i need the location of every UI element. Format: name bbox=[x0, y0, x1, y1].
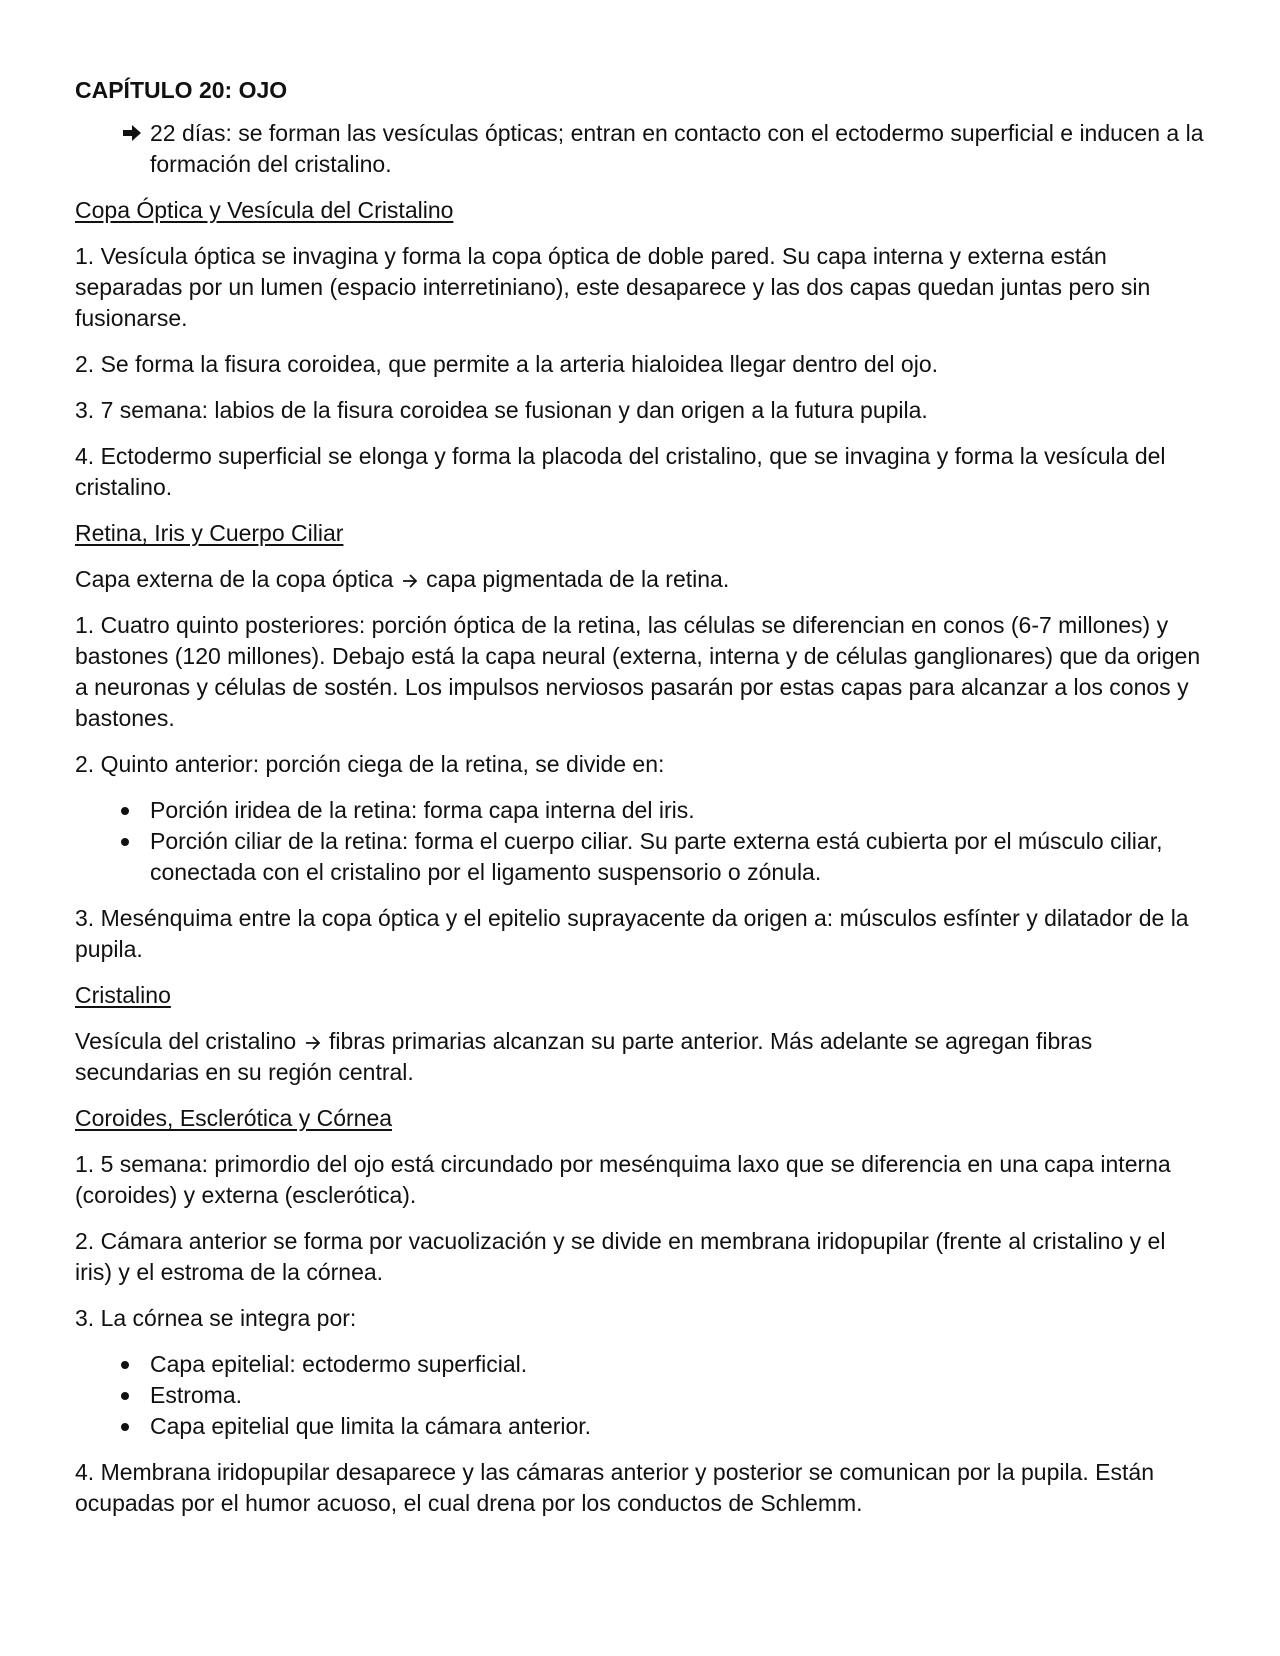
bullet-icon bbox=[75, 1411, 150, 1442]
cristalino-text-a: Vesícula del cristalino bbox=[75, 1028, 297, 1054]
section-heading-retina: Retina, Iris y Cuerpo Ciliar bbox=[75, 520, 344, 546]
coroides-bullet-list bbox=[75, 1349, 1205, 1442]
coroides-paragraph-4: 4. Membrana iridopupilar desaparece y las cámaras anterior y posterior se comunican por la pupila. Están ocupadas por el humor acuoso, el cual drena por los conductos de Schlemm. bbox=[75, 1459, 1154, 1516]
copa-paragraph-4: 4. Ectodermo superficial se elonga y forma la placoda del cristalino, que se invagina y forma la vesícula del cristalino. bbox=[75, 443, 1166, 500]
section-heading-coroides: Coroides, Esclerótica y Córnea bbox=[75, 1105, 393, 1131]
bullet-icon bbox=[75, 795, 150, 826]
list-item: Estroma. bbox=[75, 1380, 1205, 1411]
retina-bullet-list bbox=[75, 795, 1205, 888]
retina-paragraph-1: 1. Cuatro quinto posteriores: porción óptica de la retina, las células se diferencian en conos (6-7 millones) y bastones (120 millones). Debajo está la capa neural (externa, interna y de células ganglionares) que da origen a neuronas y células de sostén. Los impulsos nerviosos pasarán por estas capas para alcanzar a los conos y bastones. bbox=[75, 612, 1201, 731]
copa-paragraph-1: 1. Vesícula óptica se invagina y forma la copa óptica de doble pared. Su capa interna y externa están separadas por un lumen (espacio interretiniano), este desaparece y las dos capas quedan juntas pero sin fusionarse. bbox=[75, 243, 1151, 331]
list-item: Porción ciliar de la retina: forma el cuerpo ciliar. Su parte externa está cubierta por el músculo ciliar, conectada con el cristalino por el ligamento suspensorio o zónula. bbox=[75, 826, 1205, 888]
retina-paragraph-3: 3. Mesénquima entre la copa óptica y el epitelio suprayacente da origen a: músculos esfínter y dilatador de la pupila. bbox=[75, 905, 1189, 962]
right-arrow-icon bbox=[75, 118, 150, 180]
cristalino-paragraph bbox=[75, 1026, 1205, 1088]
coroides-paragraph-1: 1. 5 semana: primordio del ojo está circundado por mesénquima laxo que se diferencia en una capa interna (coroides) y externa (esclerótica). bbox=[75, 1151, 1171, 1208]
copa-paragraph-2: 2. Se forma la fisura coroidea, que permite a la arteria hialoidea llegar dentro del ojo. bbox=[75, 351, 938, 377]
bullet-icon bbox=[75, 826, 150, 888]
cristalino-text-b: fibras primarias alcanzan su parte anterior. Más adelante se agregan fibras secundarias en su región central. bbox=[75, 1028, 1093, 1085]
document-page bbox=[75, 75, 1205, 1534]
arrow-icon bbox=[402, 573, 418, 589]
list-item: Capa epitelial: ectodermo superficial. bbox=[75, 1349, 1205, 1380]
bullet-icon bbox=[75, 1349, 150, 1380]
section-heading-cristalino: Cristalino bbox=[75, 982, 171, 1008]
retina-paragraph-2: 2. Quinto anterior: porción ciega de la retina, se divide en: bbox=[75, 751, 665, 777]
intro-item bbox=[75, 118, 1205, 180]
retina-intro bbox=[75, 564, 1205, 595]
coroides-paragraph-3: 3. La córnea se integra por: bbox=[75, 1305, 357, 1331]
section-heading-copa: Copa Óptica y Vesícula del Cristalino bbox=[75, 197, 454, 223]
coroides-paragraph-2: 2. Cámara anterior se forma por vacuolización y se divide en membrana iridopupilar (frente al cristalino y el iris) y el estroma de la córnea. bbox=[75, 1228, 1166, 1285]
intro-text: 22 días: se forman las vesículas ópticas; entran en contacto con el ectodermo superficial e inducen a la formación del cristalino. bbox=[150, 120, 1204, 177]
chapter-title: CAPÍTULO 20: OJO bbox=[75, 77, 288, 103]
bullet-icon bbox=[75, 1380, 150, 1411]
list-item: Capa epitelial que limita la cámara anterior. bbox=[75, 1411, 1205, 1442]
retina-intro-b: capa pigmentada de la retina. bbox=[426, 566, 730, 592]
copa-paragraph-3: 3. 7 semana: labios de la fisura coroidea se fusionan y dan origen a la futura pupila. bbox=[75, 397, 928, 423]
retina-intro-a: Capa externa de la copa óptica bbox=[75, 566, 394, 592]
list-item: Porción iridea de la retina: forma capa interna del iris. bbox=[75, 795, 1205, 826]
arrow-icon bbox=[305, 1035, 321, 1051]
